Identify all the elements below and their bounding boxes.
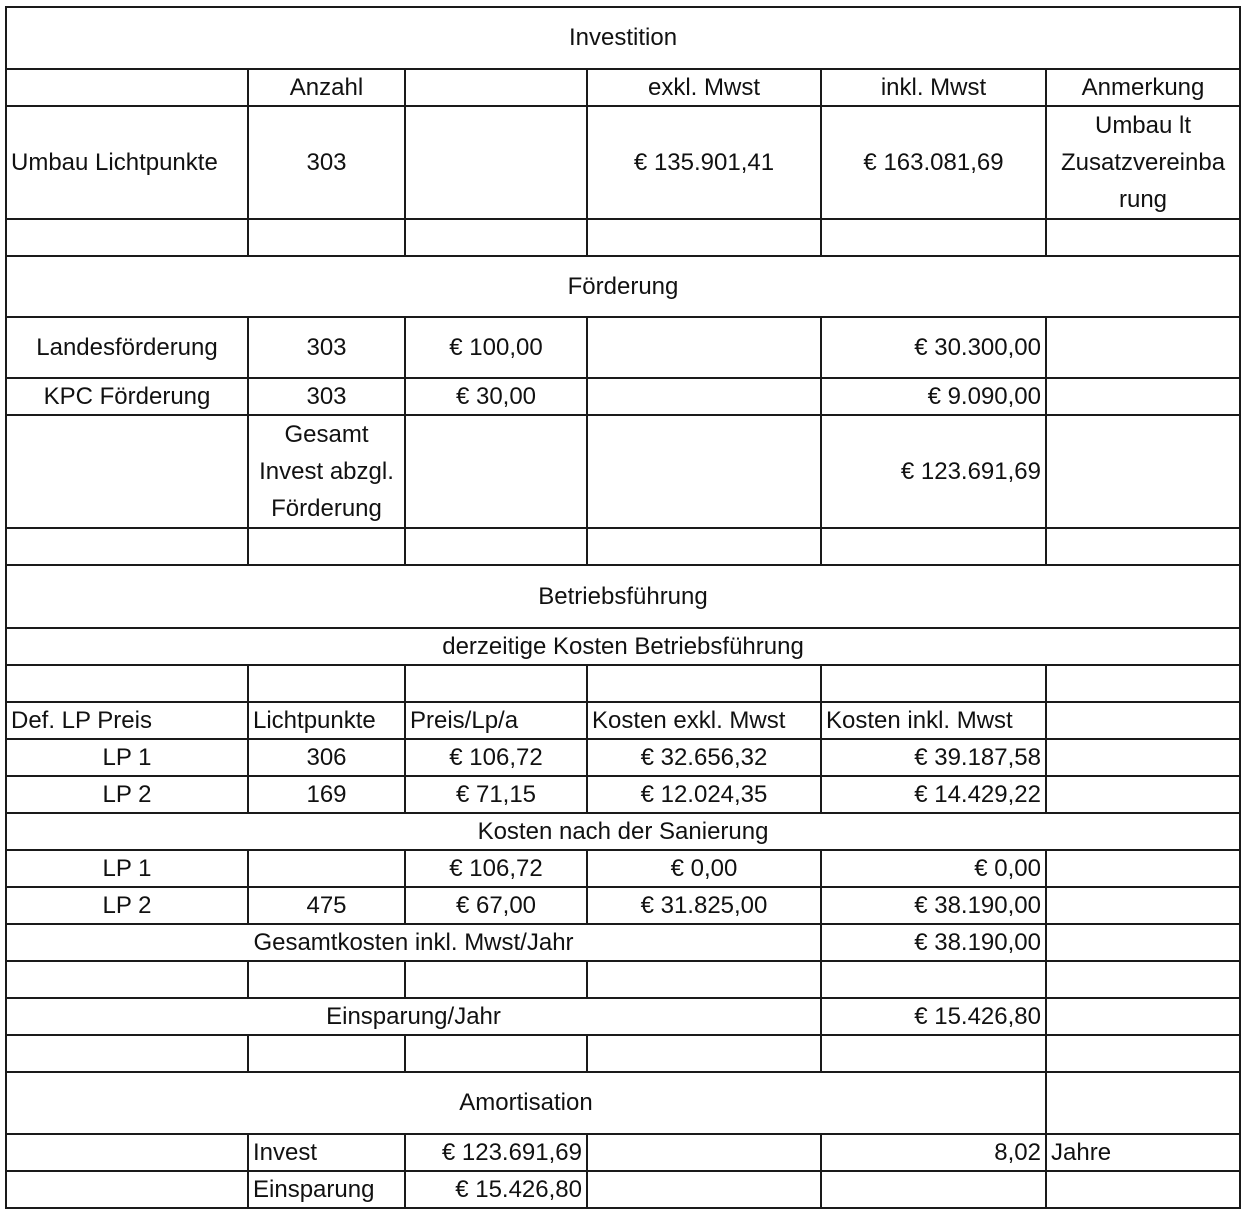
- kpc-foerderung-summe[interactable]: € 9.090,00: [821, 378, 1046, 415]
- empty-cell[interactable]: [587, 665, 821, 702]
- kpc-foerderung-label[interactable]: KPC Förderung: [6, 378, 248, 415]
- empty-cell[interactable]: [6, 1035, 248, 1072]
- current-lp2-preis[interactable]: € 71,15: [405, 776, 587, 813]
- empty-cell[interactable]: [587, 1134, 821, 1171]
- empty-cell[interactable]: [6, 415, 248, 528]
- gesamt-invest-value[interactable]: € 123.691,69: [821, 415, 1046, 528]
- after-lp1-count[interactable]: [248, 850, 405, 887]
- empty-cell[interactable]: [1046, 1072, 1240, 1134]
- header-lichtpunkte[interactable]: Lichtpunkte: [248, 702, 405, 739]
- betrieb-subtitle: derzeitige Kosten Betriebsführung: [6, 628, 1240, 665]
- empty-cell[interactable]: [248, 665, 405, 702]
- empty-cell[interactable]: [821, 528, 1046, 565]
- current-lp1-inkl[interactable]: € 39.187,58: [821, 739, 1046, 776]
- after-lp2-count[interactable]: 475: [248, 887, 405, 924]
- header-inkl-mwst[interactable]: inkl. Mwst: [821, 69, 1046, 106]
- spreadsheet-table: [5, 6, 1241, 1209]
- current-lp2-count[interactable]: 169: [248, 776, 405, 813]
- empty-cell[interactable]: [1046, 739, 1240, 776]
- amort-invest-label[interactable]: Invest: [248, 1134, 405, 1171]
- einsparung-jahr-value[interactable]: € 15.426,80: [821, 998, 1046, 1035]
- empty-cell[interactable]: [1046, 961, 1240, 998]
- empty-cell[interactable]: [405, 528, 587, 565]
- empty-cell[interactable]: [1046, 924, 1240, 961]
- empty-cell[interactable]: [1046, 850, 1240, 887]
- empty-cell[interactable]: [248, 961, 405, 998]
- empty-cell[interactable]: [1046, 378, 1240, 415]
- empty-cell[interactable]: [6, 1171, 248, 1208]
- amort-einsparung-value[interactable]: € 15.426,80: [405, 1171, 587, 1208]
- empty-cell[interactable]: [405, 69, 587, 106]
- after-lp1-exkl[interactable]: € 0,00: [587, 850, 821, 887]
- empty-cell[interactable]: [1046, 776, 1240, 813]
- current-lp1-exkl[interactable]: € 32.656,32: [587, 739, 821, 776]
- empty-cell[interactable]: [248, 1035, 405, 1072]
- empty-cell[interactable]: [405, 415, 587, 528]
- foerderung-title: Förderung: [6, 256, 1240, 317]
- empty-cell[interactable]: [405, 106, 587, 219]
- empty-cell[interactable]: [6, 665, 248, 702]
- gesamtkosten-label[interactable]: Gesamtkosten inkl. Mwst/Jahr: [6, 924, 821, 961]
- after-lp1-inkl[interactable]: € 0,00: [821, 850, 1046, 887]
- empty-cell[interactable]: [248, 528, 405, 565]
- header-kosten-inkl[interactable]: Kosten inkl. Mwst: [821, 702, 1046, 739]
- after-lp1-label[interactable]: LP 1: [6, 850, 248, 887]
- investition-title: Investition: [6, 7, 1240, 69]
- after-title: Kosten nach der Sanierung: [6, 813, 1240, 850]
- umbau-anzahl[interactable]: 303: [248, 106, 405, 219]
- empty-cell[interactable]: [587, 1171, 821, 1208]
- betrieb-title: Betriebsführung: [6, 565, 1240, 628]
- empty-cell[interactable]: [587, 415, 821, 528]
- empty-cell[interactable]: [1046, 219, 1240, 256]
- empty-cell[interactable]: [587, 219, 821, 256]
- umbau-anmerkung[interactable]: Umbau lt Zusatzvereinba rung: [1046, 106, 1240, 219]
- header-anzahl[interactable]: Anzahl: [248, 69, 405, 106]
- empty-cell[interactable]: [1046, 702, 1240, 739]
- umbau-inkl[interactable]: € 163.081,69: [821, 106, 1046, 219]
- empty-cell[interactable]: [821, 1035, 1046, 1072]
- after-lp1-preis[interactable]: € 106,72: [405, 850, 587, 887]
- header-anmerkung[interactable]: Anmerkung: [1046, 69, 1240, 106]
- amort-years-label[interactable]: Jahre: [1046, 1134, 1240, 1171]
- amort-years-value[interactable]: 8,02: [821, 1134, 1046, 1171]
- kpc-foerderung-preis[interactable]: € 30,00: [405, 378, 587, 415]
- empty-cell[interactable]: [405, 961, 587, 998]
- header-kosten-exkl[interactable]: Kosten exkl. Mwst: [587, 702, 821, 739]
- current-lp1-label[interactable]: LP 1: [6, 739, 248, 776]
- empty-cell[interactable]: [1046, 528, 1240, 565]
- current-lp1-count[interactable]: 306: [248, 739, 405, 776]
- amortisation-title: Amortisation: [6, 1072, 1046, 1134]
- landesfoerderung-label[interactable]: Landesförderung: [6, 317, 248, 378]
- empty-cell[interactable]: [821, 1171, 1046, 1208]
- after-lp2-preis[interactable]: € 67,00: [405, 887, 587, 924]
- after-lp2-exkl[interactable]: € 31.825,00: [587, 887, 821, 924]
- empty-cell[interactable]: [1046, 887, 1240, 924]
- amort-invest-value[interactable]: € 123.691,69: [405, 1134, 587, 1171]
- empty-cell[interactable]: [821, 961, 1046, 998]
- amort-einsparung-label[interactable]: Einsparung: [248, 1171, 405, 1208]
- landesfoerderung-summe[interactable]: € 30.300,00: [821, 317, 1046, 378]
- empty-cell[interactable]: [6, 1134, 248, 1171]
- empty-cell[interactable]: [587, 961, 821, 998]
- current-lp1-preis[interactable]: € 106,72: [405, 739, 587, 776]
- row-label-umbau[interactable]: Umbau Lichtpunkte: [6, 106, 248, 219]
- gesamt-invest-label[interactable]: Gesamt Invest abzgl. Förderung: [248, 415, 405, 528]
- landesfoerderung-anzahl[interactable]: 303: [248, 317, 405, 378]
- current-lp2-inkl[interactable]: € 14.429,22: [821, 776, 1046, 813]
- empty-cell[interactable]: [1046, 1171, 1240, 1208]
- empty-cell[interactable]: [1046, 415, 1240, 528]
- empty-cell[interactable]: [587, 528, 821, 565]
- empty-cell[interactable]: [248, 219, 405, 256]
- empty-cell[interactable]: [1046, 665, 1240, 702]
- current-lp2-label[interactable]: LP 2: [6, 776, 248, 813]
- empty-cell[interactable]: [1046, 998, 1240, 1035]
- empty-cell[interactable]: [405, 665, 587, 702]
- after-lp2-label[interactable]: LP 2: [6, 887, 248, 924]
- header-exkl-mwst[interactable]: exkl. Mwst: [587, 69, 821, 106]
- empty-cell[interactable]: [1046, 317, 1240, 378]
- empty-cell[interactable]: [1046, 1035, 1240, 1072]
- empty-cell[interactable]: [6, 69, 248, 106]
- empty-cell[interactable]: [6, 961, 248, 998]
- current-lp2-exkl[interactable]: € 12.024,35: [587, 776, 821, 813]
- empty-cell[interactable]: [587, 378, 821, 415]
- empty-cell[interactable]: [405, 1035, 587, 1072]
- header-def-lp-preis[interactable]: Def. LP Preis: [6, 702, 248, 739]
- empty-cell[interactable]: [587, 1035, 821, 1072]
- gesamtkosten-value[interactable]: € 38.190,00: [821, 924, 1046, 961]
- kpc-foerderung-anzahl[interactable]: 303: [248, 378, 405, 415]
- empty-cell[interactable]: [821, 219, 1046, 256]
- after-lp2-inkl[interactable]: € 38.190,00: [821, 887, 1046, 924]
- umbau-exkl[interactable]: € 135.901,41: [587, 106, 821, 219]
- landesfoerderung-preis[interactable]: € 100,00: [405, 317, 587, 378]
- empty-cell[interactable]: [6, 528, 248, 565]
- empty-cell[interactable]: [6, 219, 248, 256]
- empty-cell[interactable]: [587, 317, 821, 378]
- einsparung-jahr-label[interactable]: Einsparung/Jahr: [6, 998, 821, 1035]
- empty-cell[interactable]: [405, 219, 587, 256]
- empty-cell[interactable]: [821, 665, 1046, 702]
- header-preis-lp-a[interactable]: Preis/Lp/a: [405, 702, 587, 739]
